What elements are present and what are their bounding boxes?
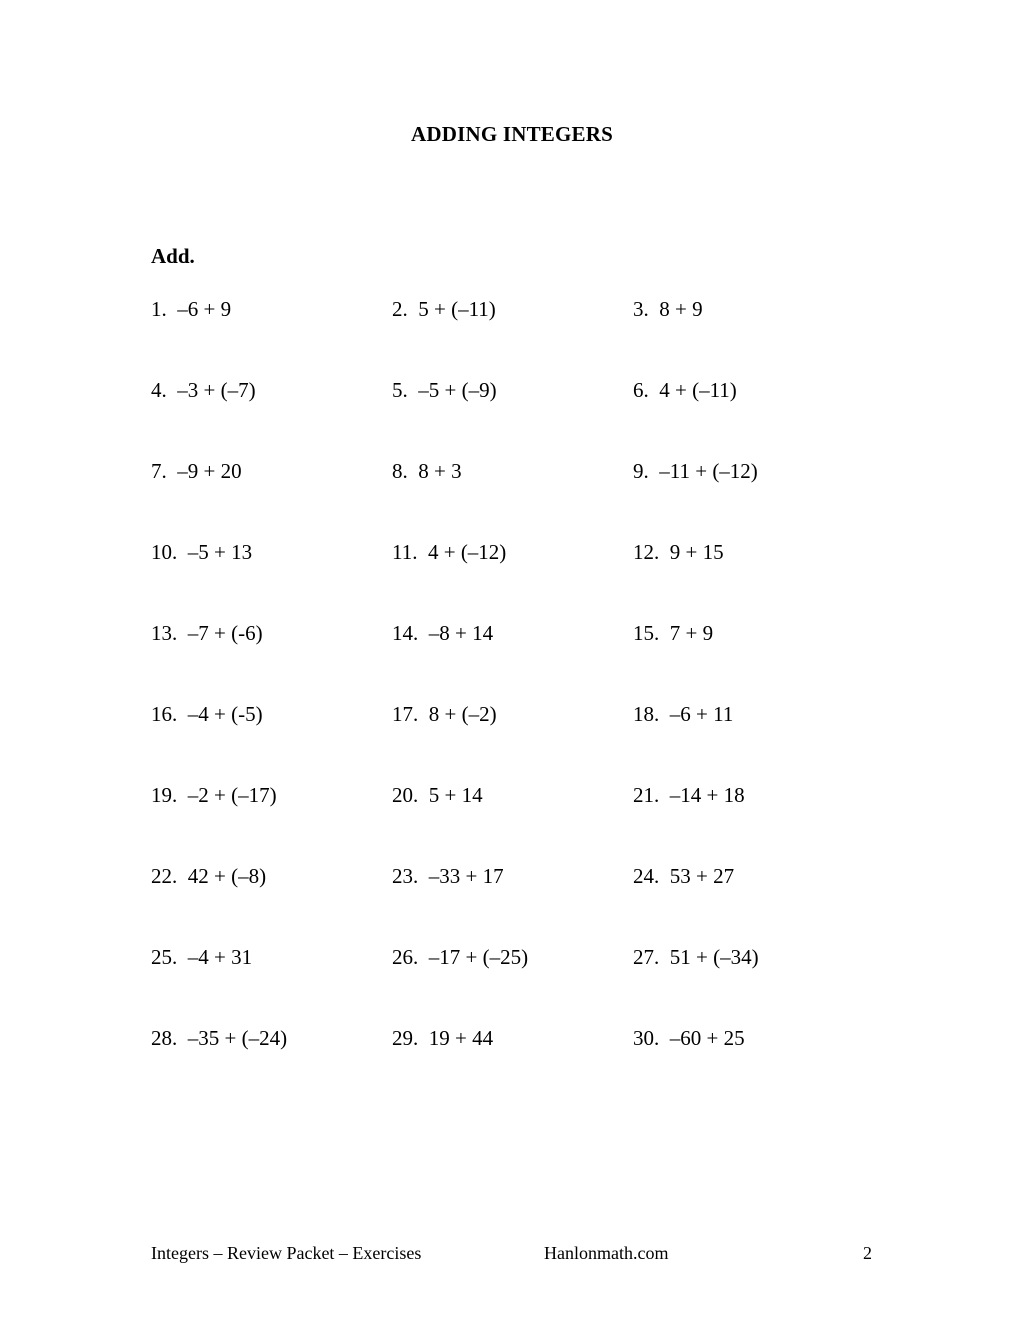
problem-item: 25. –4 + 31 xyxy=(151,945,253,969)
problem-item: 17. 8 + (–2) xyxy=(392,702,497,726)
problem-row xyxy=(151,1026,891,1107)
problem-item: 11. 4 + (–12) xyxy=(392,540,507,564)
problem-item: 20. 5 + 14 xyxy=(392,783,483,807)
problem-grid xyxy=(151,297,891,1107)
problem-row xyxy=(151,621,891,702)
problem-item: 3. 8 + 9 xyxy=(633,297,703,321)
problem-item: 30. –60 + 25 xyxy=(633,1026,745,1050)
problem-item: 12. 9 + 15 xyxy=(633,540,724,564)
problem-row xyxy=(151,297,891,378)
problem-row xyxy=(151,459,891,540)
problem-item: 4. –3 + (–7) xyxy=(151,378,256,402)
problem-row xyxy=(151,945,891,1026)
problem-item: 19. –2 + (–17) xyxy=(151,783,277,807)
problem-item: 1. –6 + 9 xyxy=(151,297,232,321)
problem-item: 9. –11 + (–12) xyxy=(633,459,758,483)
footer-document-title: Integers – Review Packet – Exercises xyxy=(151,1243,422,1263)
instruction-label: Add. xyxy=(151,244,195,268)
problem-row xyxy=(151,783,891,864)
problem-item: 29. 19 + 44 xyxy=(392,1026,494,1050)
footer-website: Hanlonmath.com xyxy=(544,1243,669,1263)
problem-row xyxy=(151,540,891,621)
problem-item: 13. –7 + (-6) xyxy=(151,621,263,645)
problem-item: 21. –14 + 18 xyxy=(633,783,745,807)
problem-item: 18. –6 + 11 xyxy=(633,702,734,726)
page-title: ADDING INTEGERS xyxy=(411,122,613,146)
problem-item: 27. 51 + (–34) xyxy=(633,945,759,969)
problem-item: 5. –5 + (–9) xyxy=(392,378,497,402)
problem-item: 7. –9 + 20 xyxy=(151,459,242,483)
problem-row xyxy=(151,864,891,945)
problem-item: 28. –35 + (–24) xyxy=(151,1026,288,1050)
problem-item: 8. 8 + 3 xyxy=(392,459,462,483)
page-number: 2 xyxy=(863,1243,872,1263)
problem-item: 23. –33 + 17 xyxy=(392,864,504,888)
problem-item: 6. 4 + (–11) xyxy=(633,378,737,402)
problem-item: 22. 42 + (–8) xyxy=(151,864,267,888)
problem-item: 24. 53 + 27 xyxy=(633,864,735,888)
problem-item: 2. 5 + (–11) xyxy=(392,297,496,321)
problem-row xyxy=(151,378,891,459)
problem-item: 26. –17 + (–25) xyxy=(392,945,529,969)
problem-item: 15. 7 + 9 xyxy=(633,621,714,645)
problem-item: 14. –8 + 14 xyxy=(392,621,494,645)
problem-row xyxy=(151,702,891,783)
problem-item: 10. –5 + 13 xyxy=(151,540,253,564)
problem-item: 16. –4 + (-5) xyxy=(151,702,263,726)
